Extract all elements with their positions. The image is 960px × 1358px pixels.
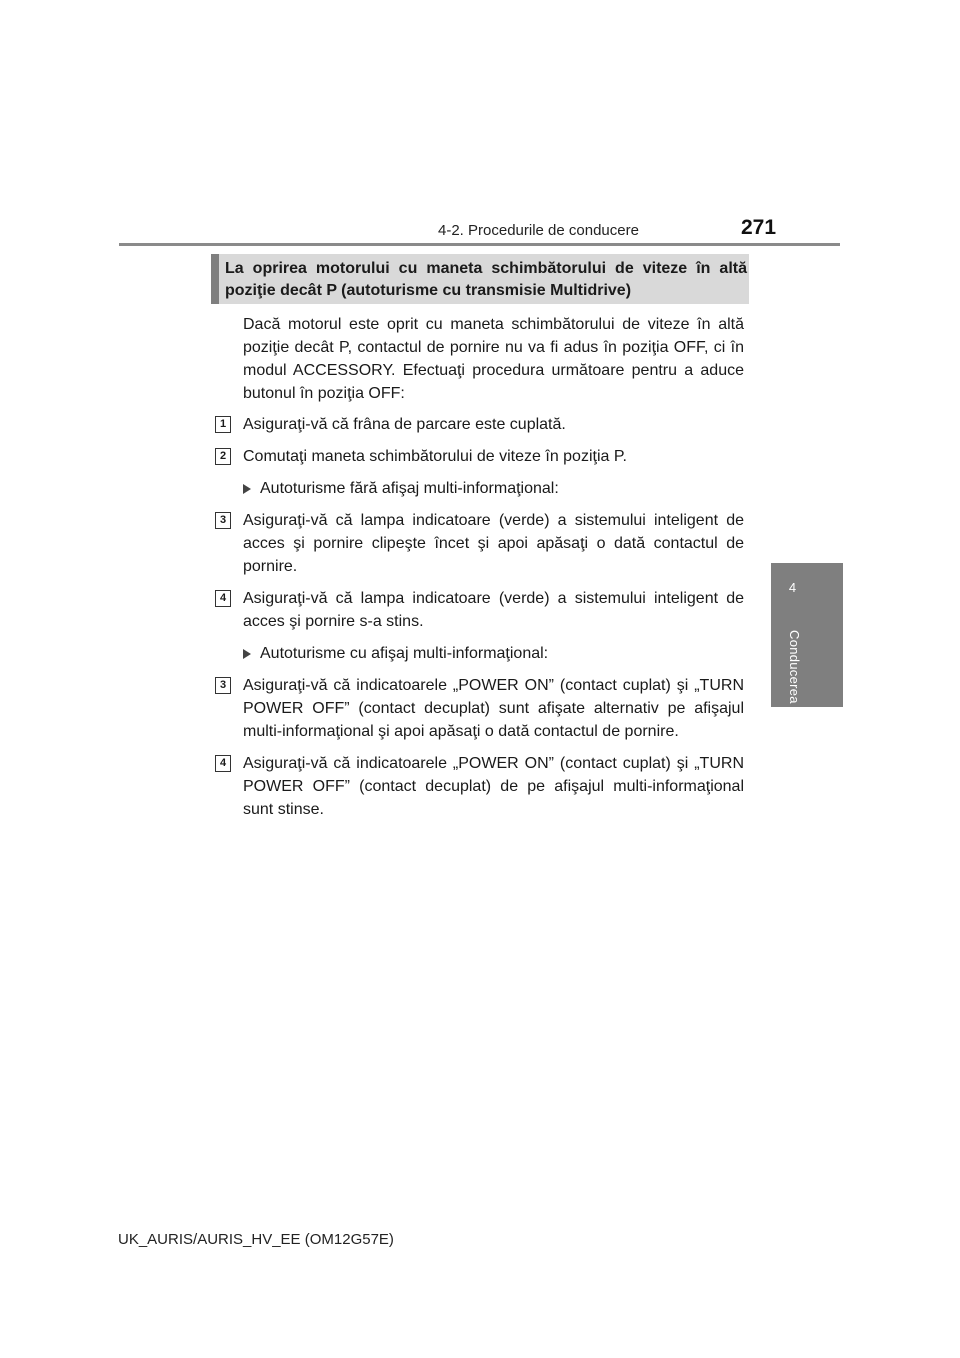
bullet-text: Autoturisme cu afişaj multi-informaţional: <box>260 645 549 662</box>
bullet-item <box>227 477 744 500</box>
step-number: 3 <box>215 677 231 694</box>
content <box>219 313 744 830</box>
step-text: Asiguraţi-vă că indicatoarele „POWER ON” (contact cuplat) şi „TURN POWER OFF” (contact decuplat) de pe afişajul multi-informaţional sunt stinse. <box>243 755 744 818</box>
step-text: Asiguraţi-vă că indicatoarele „POWER ON” (contact cuplat) şi „TURN POWER OFF” (contact decuplat) sunt afişate alternativ pe afişajul multi-informaţional şi apoi apăsaţi o dată contactul de pornire. <box>243 677 744 740</box>
page-number: 271 <box>741 216 777 239</box>
step <box>219 413 744 436</box>
title-accent-bar <box>211 254 219 304</box>
section-title-box <box>211 254 749 304</box>
intro-paragraph: Dacă motorul este oprit cu maneta schimbătorului de viteze în altă poziţie decât P, contactul de pornire nu va fi adus în poziţia OFF, ci în modul ACCESSORY. Efectuaţi procedura următoare pentru a aduce butonul în poziţia OFF: <box>243 316 744 402</box>
step-number: 2 <box>215 448 231 465</box>
footer-document-code: UK_AURIS/AURIS_HV_EE (OM12G57E) <box>118 1231 394 1248</box>
step-text: Asiguraţi-vă că lampa indicatoare (verde) a sistemului inteligent de acces şi pornire s-a stins. <box>243 590 744 630</box>
chapter-number: 4 <box>788 580 797 595</box>
step <box>219 445 744 468</box>
step-text: Comutaţi maneta schimbătorului de viteze în poziţia P. <box>243 448 627 465</box>
step <box>219 587 744 633</box>
step-number: 3 <box>215 512 231 529</box>
step-number: 4 <box>215 755 231 772</box>
triangle-bullet-icon <box>243 649 251 659</box>
step-text: Asiguraţi-vă că lampa indicatoare (verde) a sistemului inteligent de acces şi pornire clipeşte încet şi apoi apăsaţi o dată contactul de pornire. <box>243 512 744 575</box>
header-section-title: 4-2. Procedurile de conducere <box>438 222 639 239</box>
header-rule <box>119 243 840 246</box>
step <box>219 509 744 578</box>
step-number: 1 <box>215 416 231 433</box>
step <box>219 752 744 821</box>
bullet-item <box>227 642 744 665</box>
step-number: 4 <box>215 590 231 607</box>
step <box>219 674 744 743</box>
step-text: Asiguraţi-vă că frâna de parcare este cuplată. <box>243 416 566 433</box>
section-title: La oprirea motorului cu maneta schimbătorului de viteze în altă poziţie decât P (autoturisme cu transmisie Multidrive) <box>225 260 747 299</box>
triangle-bullet-icon <box>243 484 251 494</box>
bullet-text: Autoturisme fără afişaj multi-informaţional: <box>260 480 559 497</box>
chapter-name: Conducerea <box>787 630 802 704</box>
